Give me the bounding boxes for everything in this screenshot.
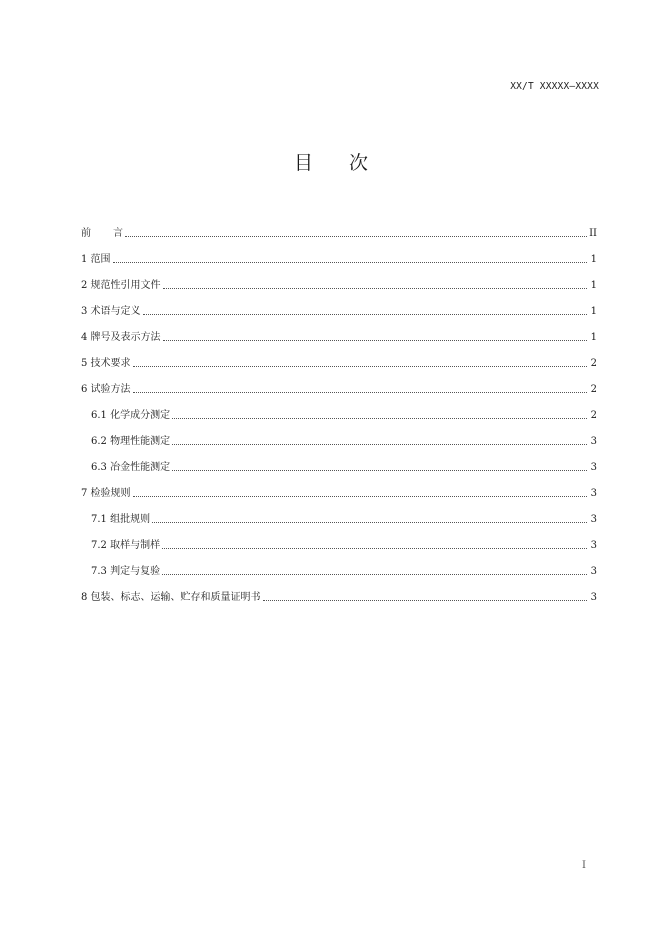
toc-entry-page: 3 xyxy=(590,462,597,473)
toc-entry-chemical-composition[interactable] xyxy=(81,396,597,422)
toc-entry-terms[interactable] xyxy=(81,292,597,318)
toc-entry-page: 1 xyxy=(590,254,597,265)
toc-entry-page: 2 xyxy=(590,384,597,395)
toc-entry-page: 3 xyxy=(590,514,597,525)
dot-leader xyxy=(133,391,587,393)
toc-title-char-1: 目 xyxy=(293,152,313,174)
toc-entry-judgement-retest[interactable] xyxy=(81,552,597,578)
toc-entry-page: 2 xyxy=(590,358,597,369)
toc-entry-page: 1 xyxy=(590,280,597,291)
dot-leader xyxy=(113,261,587,263)
dot-leader xyxy=(163,287,587,289)
toc-entry-scope[interactable] xyxy=(81,240,597,266)
toc-entry-grades[interactable] xyxy=(81,318,597,344)
toc-title xyxy=(0,148,662,175)
toc-entry-page: II xyxy=(589,228,597,239)
toc-entry-foreword[interactable] xyxy=(81,214,597,240)
toc-entry-label: 7.2 取样与制样 xyxy=(91,540,161,551)
toc-entry-batching-rules[interactable] xyxy=(81,500,597,526)
dot-leader xyxy=(152,521,587,523)
toc-entry-sampling[interactable] xyxy=(81,526,597,552)
toc-entry-packaging[interactable] xyxy=(81,578,597,604)
dot-leader xyxy=(162,573,587,575)
toc-entry-label: 3 术语与定义 xyxy=(81,306,141,317)
toc-entry-inspection-rules[interactable] xyxy=(81,474,597,500)
toc-entry-page: 3 xyxy=(590,436,597,447)
toc-entry-label: 8 包装、标志、运输、贮存和质量证明书 xyxy=(81,592,261,603)
toc-entry-page: 2 xyxy=(590,410,597,421)
dot-leader xyxy=(172,469,587,471)
toc-entry-label: 6 试验方法 xyxy=(81,384,131,395)
toc-entry-metallurgical-properties[interactable] xyxy=(81,448,597,474)
toc-entry-page: 3 xyxy=(590,488,597,499)
dot-leader xyxy=(125,235,587,237)
toc-entry-test-methods[interactable] xyxy=(81,370,597,396)
toc-entry-label: 前 言 xyxy=(81,228,123,239)
toc-entry-label: 1 范围 xyxy=(81,254,111,265)
dot-leader xyxy=(143,313,587,315)
toc-entry-label: 2 规范性引用文件 xyxy=(81,280,161,291)
toc-entry-page: 3 xyxy=(590,540,597,551)
dot-leader xyxy=(172,443,587,445)
toc-title-char-2: 次 xyxy=(349,152,369,174)
page-number: I xyxy=(582,860,586,871)
toc-entry-page: 1 xyxy=(590,306,597,317)
toc-entry-label: 5 技术要求 xyxy=(81,358,131,369)
toc-entry-label: 7.1 组批规则 xyxy=(91,514,151,525)
dot-leader xyxy=(263,599,587,601)
table-of-contents xyxy=(81,214,597,604)
toc-entry-page: 1 xyxy=(590,332,597,343)
toc-entry-technical-requirements[interactable] xyxy=(81,344,597,370)
toc-entry-page: 3 xyxy=(590,566,597,577)
toc-entry-label: 6.2 物理性能测定 xyxy=(91,436,171,447)
toc-entry-page: 3 xyxy=(590,592,597,603)
toc-entry-label: 4 牌号及表示方法 xyxy=(81,332,161,343)
dot-leader xyxy=(162,547,587,549)
dot-leader xyxy=(133,365,587,367)
toc-entry-label: 7.3 判定与复验 xyxy=(91,566,161,577)
toc-entry-physical-properties[interactable] xyxy=(81,422,597,448)
toc-entry-label: 7 检验规则 xyxy=(81,488,131,499)
toc-entry-label: 6.1 化学成分测定 xyxy=(91,410,171,421)
toc-entry-normative-references[interactable] xyxy=(81,266,597,292)
dot-leader xyxy=(133,495,587,497)
toc-entry-label: 6.3 冶金性能测定 xyxy=(91,462,171,473)
document-code: XX/T XXXXX—XXXX xyxy=(510,81,599,92)
dot-leader xyxy=(172,417,587,419)
dot-leader xyxy=(163,339,587,341)
